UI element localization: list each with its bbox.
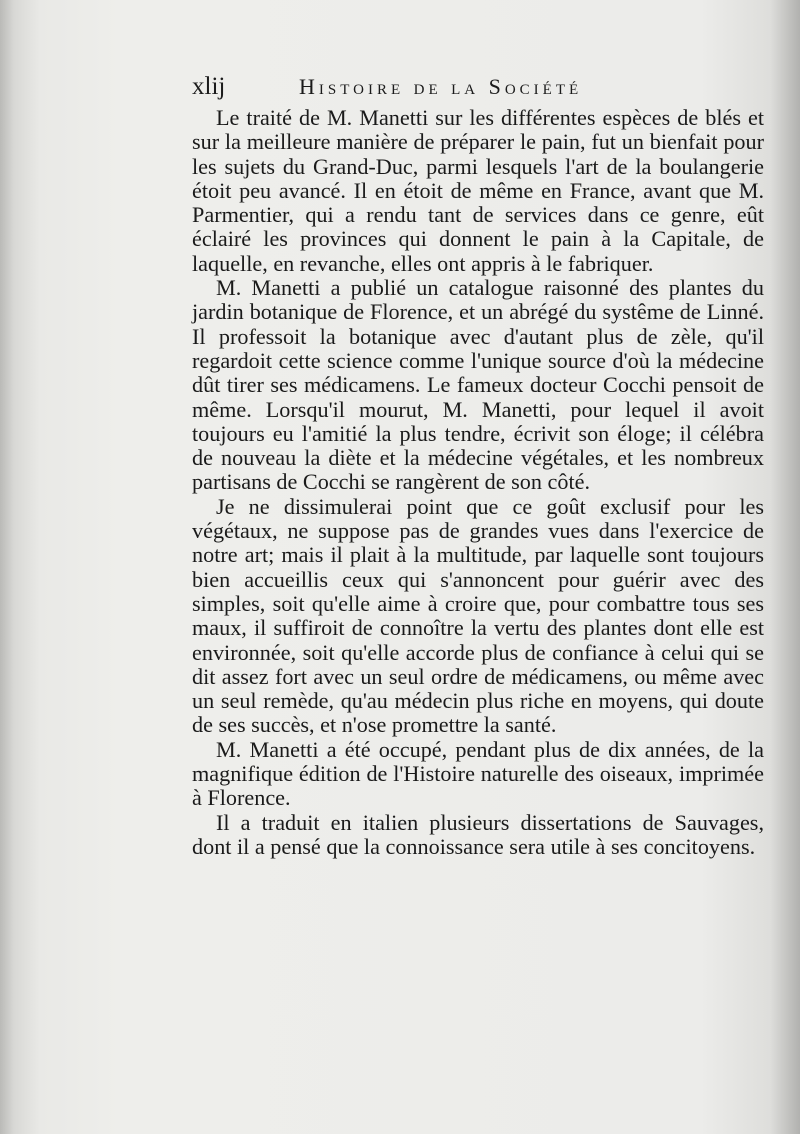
- paragraph: Je ne dissimulerai point que ce goût exclusif pour les végétaux, ne suppose pas de grandes vues dans l'exercice de notre art; mais il plait à la multitude, par laquelle sont toujours bien accueillis ceux qui s'annoncent pour guérir avec des simples, soit qu'elle aime à croire que, pour combattre tous ses maux, il suffiroit de connoître la vertu des plantes dont elle est environnée, soit qu'elle accorde plus de confiance à celui qui se dit assez fort avec un seul ordre de médicamens, ou même avec un seul remède, qu'au médecin plus riche en moyens, qui doute de ses succès, et n'ose promettre la santé.: [192, 493, 764, 738]
- paragraph: Le traité de M. Manetti sur les différentes espèces de blés et sur la meilleure manière de préparer le pain, fut un bienfait pour les sujets du Grand-Duc, parmi lesquels l'art de la boulangerie étoit peu avancé. Il en étoit de même en France, avant que M. Parmentier, qui a rendu tant de services dans ce genre, eût éclairé les provinces qui donnent le pain à la Capitale, de laquelle, en revanche, elles ont appris à le fabriquer.: [192, 105, 764, 276]
- paragraph: M. Manetti a été occupé, pendant plus de dix années, de la magnifique édition de l'Histoire naturelle des oiseaux, imprimée à Florence.: [192, 736, 764, 811]
- page-left-edge-shadow: [0, 0, 14, 1134]
- paragraph: Il a traduit en italien plusieurs dissertations de Sauvages, dont il a pensé que la connoissance sera utile à ses concitoyens.: [192, 809, 764, 859]
- paragraph: M. Manetti a publié un catalogue raisonné des plantes du jardin botanique de Florence, et un abrégé du systême de Linné. Il professoit la botanique avec d'autant plus de zèle, qu'il regardoit cette science comme l'unique source d'où la médecine dût tirer ses médicamens. Le fameux docteur Cocchi pensoit de même. Lorsqu'il mourut, M. Manetti, pour lequel il avoit toujours eu l'amitié la plus tendre, écrivit son éloge; il célébra de nouveau la diète et la médecine végétales, et les nombreux partisans de Cocchi se rangèrent de son côté.: [192, 275, 764, 495]
- page-number: xlij: [192, 73, 226, 100]
- running-head: [192, 72, 792, 106]
- page-gutter-shadow: [770, 0, 800, 1134]
- body-text: [192, 106, 764, 859]
- running-title: Histoire de la Société: [299, 74, 583, 99]
